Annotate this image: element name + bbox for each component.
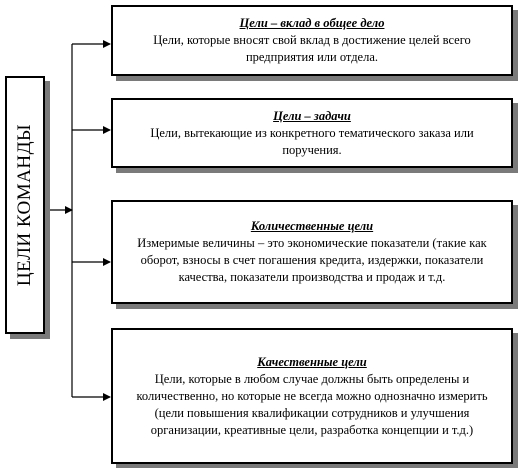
node-description: Цели, которые вносят свой вклад в достижение целей всего предприятия или отдела. [153,33,471,64]
node-description: Цели, которые в любом случае должны быть определены и количественно, но которые не всегда можно однозначно измерить (цели повышения квалификации сотрудников и улучшения организации, креативные цели, разработка концепции и т.д.) [136,371,488,437]
node-task-goals [111,98,513,168]
node-contribution-goals [111,5,513,76]
node-quantitative-goals [111,200,513,304]
root-node-label: ЦЕЛИ КОМАНДЫ [14,123,35,287]
root-node-team-goals [5,76,45,334]
node-description: Измеримые величины – это экономические показатели (такие как оборот, взносы в счет погашения кредита, издержки, показатели качества, показатели производства и продаж и т.д. [137,236,487,284]
node-title: Качественные цели [257,354,367,369]
node-title: Цели – задачи [273,108,351,123]
node-title: Количественные цели [250,219,374,233]
node-description: Цели, вытекающие из конкретного тематического заказа или поручения. [150,125,474,157]
node-qualitative-goals [111,328,513,464]
node-title: Цели – вклад в общее дело [239,16,385,30]
